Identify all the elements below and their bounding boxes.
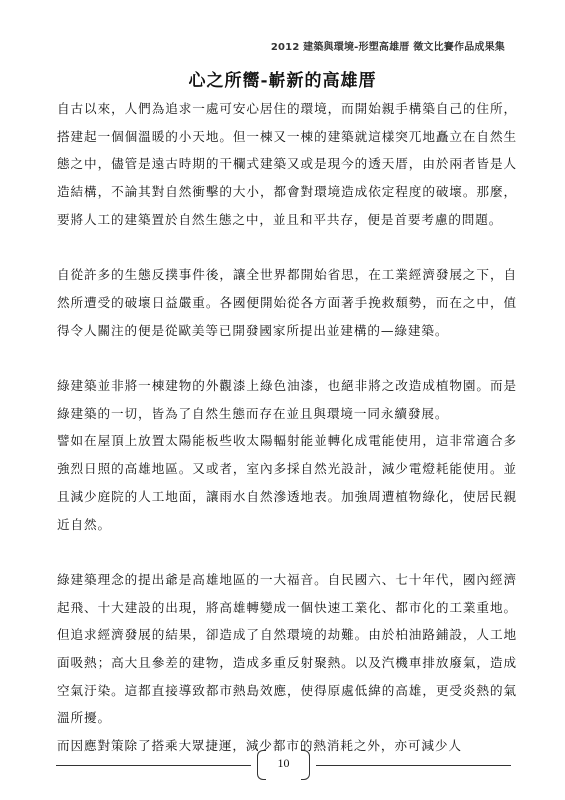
footer-rule-right bbox=[316, 765, 511, 766]
page-footer bbox=[56, 750, 511, 780]
essay-body bbox=[57, 95, 517, 760]
footer-bracket-right bbox=[301, 750, 310, 780]
paragraph-3: 綠建築並非將一棟建物的外觀漆上綠色油漆，也絕非將之改造成植物園。而是綠建築的一切，皆為了自然生態而存在並且與環境一同永續發展。 bbox=[57, 378, 517, 421]
paragraph-6: 而因應對策除了搭乘大眾捷運，減少都市的熱消耗之外，亦可減少人 bbox=[57, 738, 462, 754]
paragraph-4: 譬如在屋頂上放置太陽能板些收太陽輻射能並轉化成電能使用，這非常適合多強烈日照的高雄地區。又或者，室內多採自然光設計，減少電燈耗能使用。並且減少庭院的人工地面，讓雨水自然滲透地表。加強周遭植物綠化，使居民親近自然。 bbox=[57, 433, 517, 532]
essay-title: 心之所嚮-嶄新的高雄厝 bbox=[188, 71, 377, 91]
collection-header: 2012 建築與環境-形塑高雄厝 徵文比賽作品成果集 bbox=[270, 42, 505, 53]
paragraph-1: 自古以來，人們為追求一處可安心居住的環境，而開始親手構築自己的住所，搭建起一個個溫暖的小天地。但一棟又一棟的建築就這樣突兀地矗立在自然生態之中，儘管是遠古時期的干欄式建築又或是現今的透天厝，由於兩者皆是人造結構，不論其對自然衝擊的大小，都會對環境造成依定程度的破壞。那麼，要將人工的建築置於自然生態之中，並且和平共存，便是首要考慮的問題。 bbox=[57, 101, 517, 227]
paragraph-2: 自從許多的生態反撲事件後，讓全世界都開始省思，在工業經濟發展之下，自然所遭受的破壞日益嚴重。各國便開始從各方面著手挽救頹勢，而在之中，值得令人關注的便是從歐美等已開發國家所提出並建構的—綠建築。 bbox=[57, 267, 517, 338]
page-number: 10 bbox=[277, 756, 290, 770]
paragraph-5: 綠建築理念的提出爺是高雄地區的一大福音。自民國六、七十年代，國內經濟起飛、十大建設的出現，將高雄轉變成一個快速工業化、都市化的工業重地。但追求經濟發展的結果，卻造成了自然環境的劫難。由於柏油路鋪設，人工地面吸熱；高大且參差的建物，造成多重反射聚熱。以及汽機車排放廢氣，造成空氣汙染。這都直接導致都市熱島效應，使得原處低緯的高雄，更受炎熱的氣溫所擾。 bbox=[57, 571, 517, 726]
